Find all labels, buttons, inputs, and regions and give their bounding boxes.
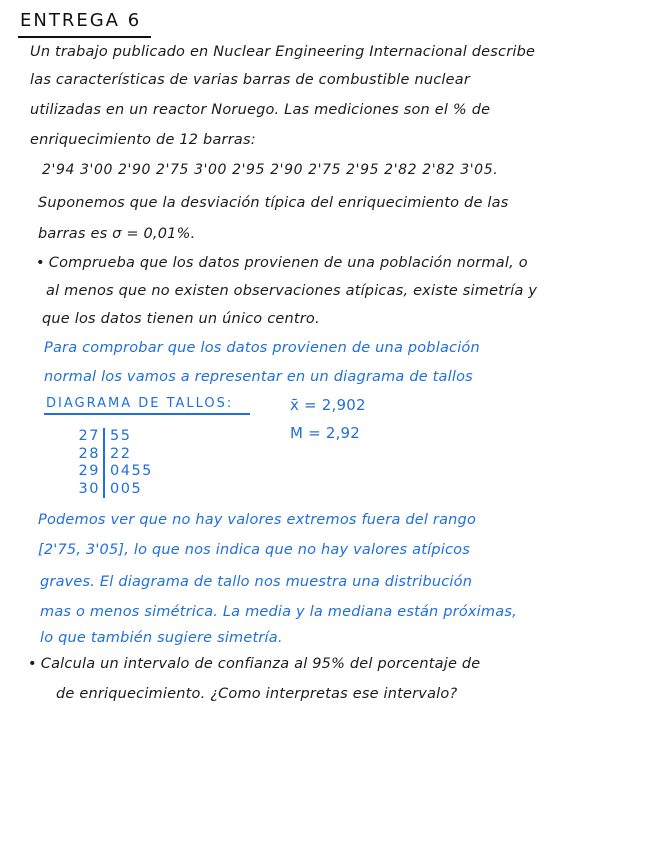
title-underline — [18, 36, 151, 38]
question-2-line: • Calcula un intervalo de confianza al 95% del porcentaje de — [28, 656, 480, 672]
stem-value: 29 — [78, 463, 100, 479]
stem-title-underline — [44, 413, 250, 415]
conclusion-line: Podemos ver que no hay valores extremos fuera del rango — [38, 512, 477, 528]
problem-line: enriquecimiento de 12 barras: — [30, 132, 256, 148]
leaf-value: 55 — [110, 428, 132, 444]
conclusion-line: [2'75, 3'05], lo que nos indica que no hay valores atípicos — [38, 542, 470, 558]
question-1-line: al menos que no existen observaciones atípicas, existe simetría y — [46, 283, 538, 299]
answer-intro-line: normal los vamos a representar en un diagrama de tallos — [44, 369, 473, 385]
question-1-line: que los datos tienen un único centro. — [42, 311, 320, 327]
problem-line: utilizadas en un reactor Noruego. Las mediciones son el % de — [30, 102, 491, 118]
mean-value: x̄ = 2,902 — [290, 396, 366, 414]
leaf-value: 005 — [110, 480, 143, 497]
leaf-value: 22 — [110, 445, 132, 462]
sigma-line: barras es σ = 0,01%. — [38, 226, 196, 242]
stem-value: 28 — [78, 445, 100, 462]
question-2-line: de enriquecimiento. ¿Como interpretas ese intervalo? — [56, 686, 458, 702]
problem-line: Un trabajo publicado en Nuclear Engineering Internacional describe — [30, 44, 536, 60]
data-values: 2'94 3'00 2'90 2'75 3'00 2'95 2'90 2'75 2'95 2'82 2'82 3'05. — [42, 162, 499, 178]
conclusion-line: mas o menos simétrica. La media y la mediana están próximas, — [40, 604, 517, 620]
problem-line: las características de varias barras de combustible nuclear — [30, 72, 471, 88]
median-value: M = 2,92 — [290, 424, 361, 442]
sigma-line: Suponemos que la desviación típica del enriquecimiento de las — [38, 195, 509, 211]
conclusion-line: graves. El diagrama de tallo nos muestra una distribución — [40, 574, 473, 590]
stem-column — [72, 428, 100, 498]
conclusion-line: lo que también sugiere simetría. — [40, 630, 283, 646]
question-1-line: • Comprueba que los datos provienen de una población normal, o — [36, 255, 528, 271]
answer-intro-line: Para comprobar que los datos provienen de una población — [44, 340, 480, 356]
leaf-column — [110, 428, 153, 498]
stem-divider — [103, 428, 105, 498]
stem-value: 27 — [78, 428, 100, 444]
stem-value: 30 — [78, 480, 100, 497]
page-title: ENTREGA 6 — [20, 10, 142, 31]
stem-diagram-title: DIAGRAMA DE TALLOS: — [46, 396, 234, 411]
leaf-value: 0455 — [110, 463, 153, 479]
